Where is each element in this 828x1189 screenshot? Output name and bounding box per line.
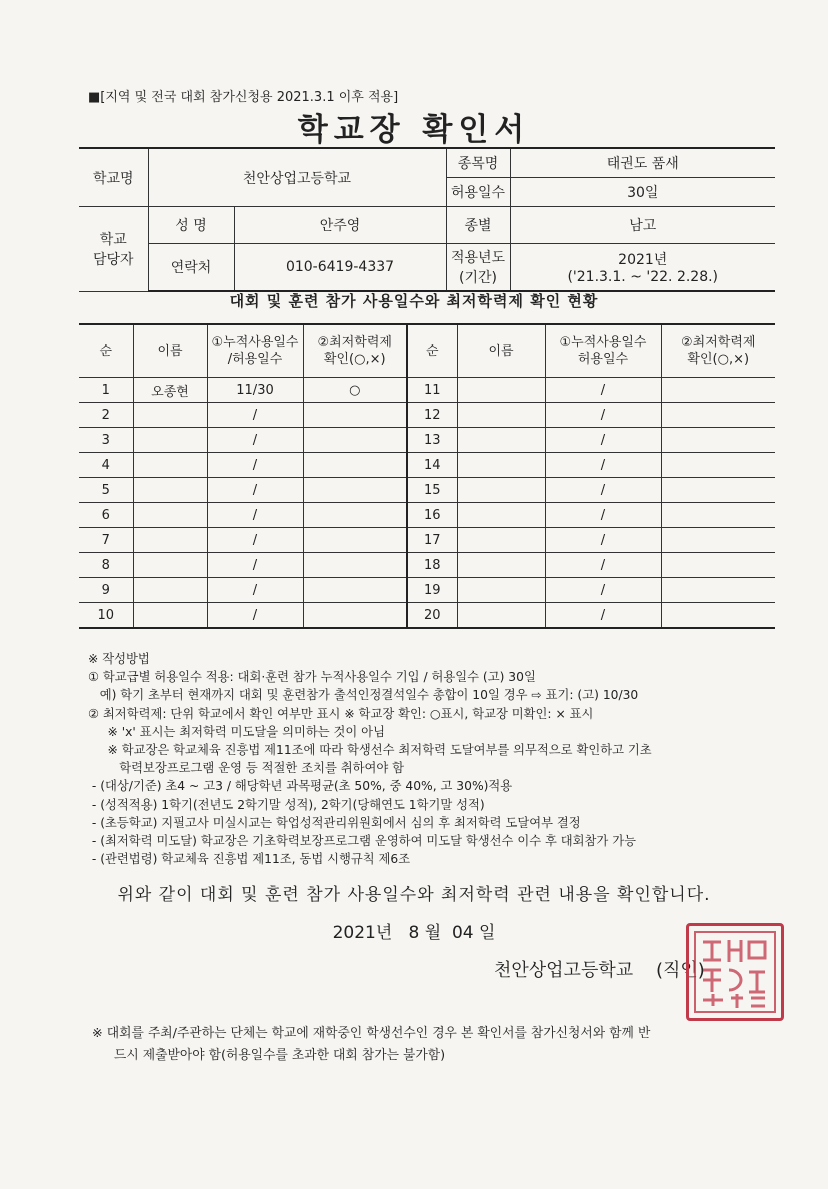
row-days-right: / xyxy=(545,478,661,503)
name-label: 성 명 xyxy=(148,207,234,244)
row-no-right: 17 xyxy=(407,528,457,553)
row-check-right xyxy=(661,478,775,503)
row-check: ○ xyxy=(303,378,407,403)
col-header-days-right-line2: 허용일수 xyxy=(577,352,629,367)
row-check xyxy=(303,403,407,428)
row-no-right: 20 xyxy=(407,603,457,629)
row-name-right xyxy=(457,553,545,578)
row-days: / xyxy=(207,428,303,453)
row-days-right: / xyxy=(545,578,661,603)
col-header-days xyxy=(207,324,303,378)
row-check xyxy=(303,578,407,603)
row-days-right: / xyxy=(545,453,661,478)
row-name-right xyxy=(457,603,545,629)
row-check-right xyxy=(661,403,775,428)
official-seal-stamp xyxy=(686,923,784,1021)
row-days-right: / xyxy=(545,603,661,629)
instruction-line: - (최저학력 미도달) 학교장은 기초학력보장프로그램 운영하여 미도달 학생선수 이수 후 대회참가 가능 xyxy=(88,834,636,849)
seal-icon xyxy=(689,926,781,1018)
table-row xyxy=(79,603,775,629)
table-row xyxy=(79,578,775,603)
row-name-right xyxy=(457,453,545,478)
col-header-name: 이름 xyxy=(133,324,207,378)
row-check xyxy=(303,553,407,578)
manager-label-line1: 학교 xyxy=(99,231,127,248)
name-value: 안주영 xyxy=(234,207,446,244)
year-label-line1: 적용년도 xyxy=(450,250,506,266)
contact-value: 010-6419-4337 xyxy=(234,244,446,292)
event-value: 태권도 품새 xyxy=(510,148,775,178)
school-label: 학교명 xyxy=(79,148,148,207)
col-header-check-line2: 확인(○,×) xyxy=(323,352,386,367)
instruction-line: - (성적적용) 1학기(전년도 2학기말 성적), 2학기(당해연도 1학기말 성적) xyxy=(88,797,485,812)
row-name-right xyxy=(457,428,545,453)
row-days: / xyxy=(207,478,303,503)
instruction-line: 예) 학기 초부터 현재까지 대회 및 훈련참가 출석인정결석일수 총합이 10일 경우 ⇨ 표기: (고) 10/30 xyxy=(88,688,639,703)
gender-label: 종별 xyxy=(446,207,510,244)
table-row xyxy=(79,453,775,478)
year-label-line2: (기간) xyxy=(459,270,497,286)
row-days-right: / xyxy=(545,503,661,528)
row-name xyxy=(133,603,207,629)
table-row xyxy=(79,528,775,553)
row-days-right: / xyxy=(545,428,661,453)
row-no-right: 19 xyxy=(407,578,457,603)
section-title: 대회 및 훈련 참가 사용일수와 최저학력제 확인 현황 xyxy=(229,292,599,310)
confirmation-statement: 위와 같이 대회 및 훈련 참가 사용일수와 최저학력 관련 내용을 확인합니다. xyxy=(117,885,711,905)
table-row xyxy=(79,478,775,503)
row-days: / xyxy=(207,578,303,603)
year-value-line1: 2021년 xyxy=(618,252,668,268)
row-check xyxy=(303,478,407,503)
row-no-right: 16 xyxy=(407,503,457,528)
footer-note-line1: ※ 대회를 주최/주관하는 단체는 학교에 재학중인 학생선수인 경우 본 확인서를 참가신청서와 함께 반 xyxy=(92,1026,651,1041)
row-name xyxy=(133,403,207,428)
row-no-right: 13 xyxy=(407,428,457,453)
row-days: / xyxy=(207,528,303,553)
row-check-right xyxy=(661,528,775,553)
row-check xyxy=(303,528,407,553)
row-name xyxy=(133,553,207,578)
row-days: 11/30 xyxy=(207,378,303,403)
row-days-right: / xyxy=(545,528,661,553)
col-header-days-line1: ①누적사용일수 xyxy=(211,335,299,350)
row-name-right xyxy=(457,478,545,503)
year-label xyxy=(446,244,510,292)
col-header-no-right: 순 xyxy=(407,324,457,378)
col-header-days-right xyxy=(545,324,661,378)
row-check-right xyxy=(661,578,775,603)
row-no-right: 15 xyxy=(407,478,457,503)
contact-label: 연락처 xyxy=(148,244,234,292)
row-no: 2 xyxy=(79,403,133,428)
row-no-right: 14 xyxy=(407,453,457,478)
row-check xyxy=(303,503,407,528)
col-header-check-right-line1: ②최저학력제 xyxy=(681,335,756,350)
row-days: / xyxy=(207,453,303,478)
row-name: 오종현 xyxy=(133,378,207,403)
row-days: / xyxy=(207,553,303,578)
row-name xyxy=(133,428,207,453)
row-check xyxy=(303,603,407,629)
row-name xyxy=(133,478,207,503)
table-row xyxy=(79,378,775,403)
manager-label-line2: 담당자 xyxy=(92,251,134,268)
instructions xyxy=(88,650,788,868)
col-header-days-line2: /허용일수 xyxy=(227,352,283,367)
row-check-right xyxy=(661,453,775,478)
instruction-line: ※ 작성방법 xyxy=(88,652,150,666)
instruction-line: ※ 'x' 표시는 최저학력 미도달을 의미하는 것이 아님 xyxy=(88,724,385,739)
instruction-line: - (관련법령) 학교체육 진흥법 제11조, 동법 시행규칙 제6조 xyxy=(88,852,411,867)
event-label: 종목명 xyxy=(446,148,510,178)
col-header-check-line1: ②최저학력제 xyxy=(317,335,392,350)
instruction-line: ※ 학교장은 학교체육 진흥법 제11조에 따라 학생선수 최저학력 도달여부를 의무적으로 확인하고 기초 xyxy=(88,743,652,758)
row-days: / xyxy=(207,403,303,428)
footer-note-line2: 드시 제출받아야 함(허용일수를 초과한 대회 참가는 불가함) xyxy=(114,1048,446,1063)
days-value: 30일 xyxy=(510,178,775,207)
row-check-right xyxy=(661,378,775,403)
issue-date: 2021년 8 월 04 일 xyxy=(332,923,496,943)
page-title: 학교장 확인서 xyxy=(297,112,531,148)
col-header-check-right xyxy=(661,324,775,378)
row-days-right: / xyxy=(545,378,661,403)
row-no-right: 18 xyxy=(407,553,457,578)
row-check-right xyxy=(661,603,775,629)
row-check-right xyxy=(661,553,775,578)
row-name xyxy=(133,453,207,478)
instruction-line: - (대상/기준) 초4 ~ 고3 / 해당학년 과목평균(초 50%, 중 40%, 고 30%)적용 xyxy=(88,779,513,794)
row-check-right xyxy=(661,428,775,453)
row-no: 10 xyxy=(79,603,133,629)
athlete-roster-table xyxy=(79,323,775,629)
col-header-check-right-line2: 확인(○,×) xyxy=(687,352,750,367)
year-value-line2: ('21.3.1. ~ '22. 2.28.) xyxy=(567,269,719,285)
instruction-line: ② 최저학력제: 단위 학교에서 확인 여부만 표시 ※ 학교장 확인: ○표시, 학교장 미확인: × 표시 xyxy=(88,706,594,721)
row-no: 1 xyxy=(79,378,133,403)
instruction-line: 학력보장프로그램 운영 등 적절한 조치를 취하여야 함 xyxy=(88,761,405,776)
row-check-right xyxy=(661,503,775,528)
col-header-days-right-line1: ①누적사용일수 xyxy=(559,335,647,350)
row-days: / xyxy=(207,603,303,629)
row-days-right: / xyxy=(545,403,661,428)
row-name-right xyxy=(457,403,545,428)
row-no: 6 xyxy=(79,503,133,528)
row-days: / xyxy=(207,503,303,528)
year-value xyxy=(510,244,775,292)
table-row xyxy=(79,503,775,528)
header-note: ■[지역 및 전국 대회 참가신청용 2021.3.1 이후 적용] xyxy=(88,90,399,105)
row-name xyxy=(133,528,207,553)
signer: 천안상업고등학교 (직인) xyxy=(494,960,705,981)
col-header-name-right: 이름 xyxy=(457,324,545,378)
row-check xyxy=(303,428,407,453)
row-no: 5 xyxy=(79,478,133,503)
row-days-right: / xyxy=(545,553,661,578)
row-name xyxy=(133,503,207,528)
school-name: 천안상업고등학교 xyxy=(148,148,446,207)
table-row xyxy=(79,428,775,453)
row-name-right xyxy=(457,578,545,603)
manager-label xyxy=(79,207,148,292)
table-row xyxy=(79,553,775,578)
row-no-right: 12 xyxy=(407,403,457,428)
row-name-right xyxy=(457,528,545,553)
row-name-right xyxy=(457,503,545,528)
col-header-no: 순 xyxy=(79,324,133,378)
row-name-right xyxy=(457,378,545,403)
row-no: 9 xyxy=(79,578,133,603)
days-label: 허용일수 xyxy=(446,178,510,207)
footer-note xyxy=(92,1023,782,1067)
row-no: 8 xyxy=(79,553,133,578)
row-name xyxy=(133,578,207,603)
row-no: 3 xyxy=(79,428,133,453)
instruction-line: - (초등학교) 지필고사 미실시교는 학업성적관리위원회에서 심의 후 최저학력 도달여부 결정 xyxy=(88,815,581,830)
row-no: 7 xyxy=(79,528,133,553)
col-header-check xyxy=(303,324,407,378)
school-info-table xyxy=(79,147,775,292)
row-no: 4 xyxy=(79,453,133,478)
row-no-right: 11 xyxy=(407,378,457,403)
table-row xyxy=(79,403,775,428)
gender-value: 남고 xyxy=(510,207,775,244)
row-check xyxy=(303,453,407,478)
instruction-line: ① 학교급별 허용일수 적용: 대회·훈련 참가 누적사용일수 기입 / 허용일수 (고) 30일 xyxy=(88,670,536,685)
